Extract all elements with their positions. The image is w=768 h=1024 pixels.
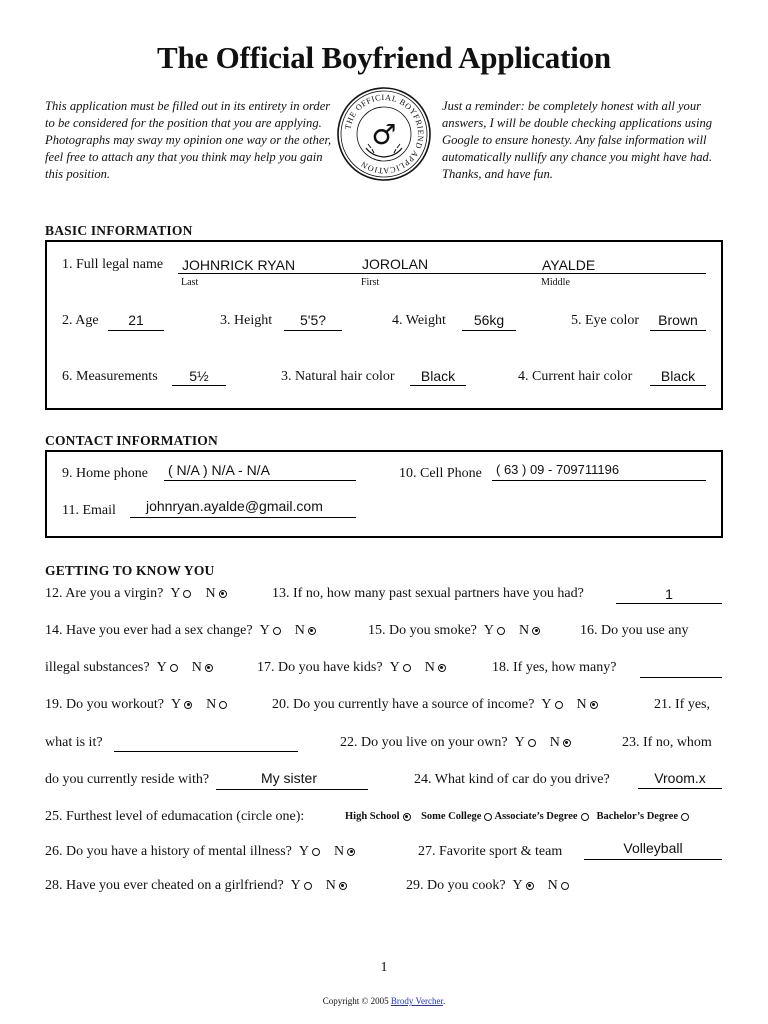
question-12: 12. Are you a virgin? Y N — [45, 586, 227, 602]
question-17: 17. Do you have kids? Y N — [257, 660, 446, 676]
edu-associates-radio[interactable] — [581, 813, 589, 821]
current-hair-line — [650, 385, 706, 386]
q22-no-radio[interactable] — [563, 739, 571, 747]
q23-answer-line — [216, 789, 368, 790]
question-29: 29. Do you cook? Y N — [406, 878, 569, 894]
measurements-value[interactable]: 5½ — [189, 368, 209, 384]
q14-no-radio[interactable] — [308, 627, 316, 635]
q17-no-radio[interactable] — [438, 664, 446, 672]
eye-color-label: 5. Eye color — [571, 313, 640, 328]
q12-yes-radio[interactable] — [183, 590, 191, 598]
edu-some-college-radio[interactable] — [484, 813, 492, 821]
home-phone-label: 9. Home phone — [62, 466, 148, 481]
basic-info-heading: BASIC INFORMATION — [45, 223, 193, 238]
edu-bachelors-radio[interactable] — [681, 813, 689, 821]
q13-answer-value[interactable]: 1 — [665, 586, 673, 602]
cell-phone-line — [492, 480, 706, 481]
svg-text:THE OFFICIAL BOYFRIEND APPLICA: THE OFFICIAL BOYFRIEND APPLICATION — [343, 92, 426, 176]
copyright-text: Copyright © 2005 — [322, 996, 389, 1006]
education-options: High School Some College Associate’s Degree Bachelor’s Degree — [345, 811, 689, 822]
age-line — [108, 330, 164, 331]
height-line — [284, 330, 342, 331]
q16-no-radio[interactable] — [205, 664, 213, 672]
age-value[interactable]: 21 — [128, 312, 144, 328]
intro-right-text: Just a reminder: be completely honest with all your answers, I will be double checking applications using Google to ensure honesty. Any false information will automatically nullify any chance you might have had. Thanks, and have fun. — [442, 99, 713, 181]
question-28: 28. Have you ever cheated on a girlfriend? Y N — [45, 878, 347, 894]
weight-value[interactable]: 56kg — [473, 312, 505, 328]
natural-hair-label: 3. Natural hair color — [281, 369, 395, 384]
q28-yes-radio[interactable] — [304, 882, 312, 890]
copyright-footer: Copyright © 2005 Brody Vercher. — [322, 996, 446, 1006]
q23-answer-value[interactable]: My sister — [261, 770, 317, 786]
email-line — [130, 517, 356, 518]
contact-info-box — [45, 450, 723, 538]
q17-yes-radio[interactable] — [403, 664, 411, 672]
official-seal-logo — [336, 86, 432, 182]
intro-left-text: This application must be filled out in its entirety in order to be considered for the position that you are applying. Photographs may sway my opinion one way or the other, feel free to attach any that you think may help you gain this position. — [45, 99, 332, 181]
height-label: 3. Height — [220, 313, 273, 328]
question-22: 22. Do you live on your own? Y N — [340, 735, 571, 751]
q13-answer-line — [616, 603, 722, 604]
question-14: 14. Have you ever had a sex change? Y N — [45, 623, 316, 639]
current-hair-label: 4. Current hair color — [518, 369, 633, 384]
question-24: 24. What kind of car do you drive? — [414, 772, 610, 787]
q24-answer-value[interactable]: Vroom.x — [654, 770, 706, 786]
question-21: 21. If yes, — [654, 697, 710, 712]
middle-name-value[interactable]: AYALDE — [542, 257, 596, 273]
current-hair-value[interactable]: Black — [660, 368, 696, 384]
q20-no-radio[interactable] — [590, 701, 598, 709]
q27-answer-line — [584, 859, 722, 860]
home-phone-line — [164, 480, 356, 481]
question-27: 27. Favorite sport & team — [418, 844, 563, 859]
q19-yes-radio[interactable] — [184, 701, 192, 709]
q16-yes-radio[interactable] — [170, 664, 178, 672]
home-phone-value[interactable]: ( N/A ) N/A - N/A — [168, 462, 270, 478]
q19-no-radio[interactable] — [219, 701, 227, 709]
question-23: 23. If no, whom — [622, 735, 712, 750]
q27-answer-value[interactable]: Volleyball — [623, 840, 683, 856]
weight-label: 4. Weight — [392, 313, 446, 328]
measurements-label: 6. Measurements — [62, 369, 158, 384]
question-16: 16. Do you use any — [580, 623, 689, 638]
svg-text:♂: ♂ — [371, 118, 397, 151]
q18-answer-line[interactable] — [640, 677, 722, 678]
cell-phone-value[interactable]: ( 63 ) 09 - 709711196 — [496, 462, 620, 477]
question-23-continued: do you currently reside with? — [45, 772, 210, 787]
middle-label: Middle — [541, 277, 570, 288]
q14-yes-radio[interactable] — [273, 627, 281, 635]
edu-high-school-radio[interactable] — [403, 813, 411, 821]
q29-yes-radio[interactable] — [526, 882, 534, 890]
weight-line — [462, 330, 516, 331]
question-15: 15. Do you smoke? Y N — [368, 623, 540, 639]
q26-yes-radio[interactable] — [312, 848, 320, 856]
natural-hair-value[interactable]: Black — [420, 368, 456, 384]
q21-answer-line[interactable] — [114, 751, 298, 752]
natural-hair-line — [410, 385, 466, 386]
q28-no-radio[interactable] — [339, 882, 347, 890]
q15-yes-radio[interactable] — [497, 627, 505, 635]
eye-color-value[interactable]: Brown — [658, 312, 698, 328]
q29-no-radio[interactable] — [561, 882, 569, 890]
last-name-value[interactable]: JOHNRICK RYAN — [182, 257, 296, 273]
question-21-continued: what is it? — [45, 735, 103, 750]
q22-yes-radio[interactable] — [528, 739, 536, 747]
height-value[interactable]: 5'5? — [299, 312, 327, 328]
email-label: 11. Email — [62, 503, 116, 518]
contact-info-heading: CONTACT INFORMATION — [45, 433, 218, 448]
first-name-value[interactable]: JOROLAN — [362, 256, 429, 272]
getting-to-know-heading: GETTING TO KNOW YOU — [45, 563, 215, 578]
full-name-line — [178, 273, 706, 274]
question-18: 18. If yes, how many? — [492, 660, 617, 675]
email-value[interactable]: johnryan.ayalde@gmail.com — [146, 498, 323, 514]
question-25: 25. Furthest level of edumacation (circle one): — [45, 809, 305, 824]
question-26: 26. Do you have a history of mental illness? Y N — [45, 844, 355, 860]
question-13: 13. If no, how many past sexual partners have you had? — [272, 586, 584, 601]
full-name-label: 1. Full legal name — [62, 257, 164, 272]
age-label: 2. Age — [62, 313, 99, 328]
q24-answer-line — [638, 788, 722, 789]
page-number: 1 — [380, 960, 388, 975]
last-label: Last — [181, 277, 199, 288]
question-16-continued: illegal substances? Y N — [45, 660, 213, 676]
q15-no-radio[interactable] — [532, 627, 540, 635]
question-20: 20. Do you currently have a source of income? Y N — [272, 697, 598, 713]
measurements-line — [172, 385, 226, 386]
q20-yes-radio[interactable] — [555, 701, 563, 709]
question-19: 19. Do you workout? Y N — [45, 697, 227, 713]
q12-no-radio[interactable] — [219, 590, 227, 598]
first-label: First — [361, 277, 380, 288]
page-title: The Official Boyfriend Application — [157, 40, 611, 75]
cell-phone-label: 10. Cell Phone — [399, 466, 482, 481]
eye-color-line — [650, 330, 706, 331]
author-link[interactable]: Brody Vercher — [390, 996, 443, 1006]
q26-no-radio[interactable] — [347, 848, 355, 856]
